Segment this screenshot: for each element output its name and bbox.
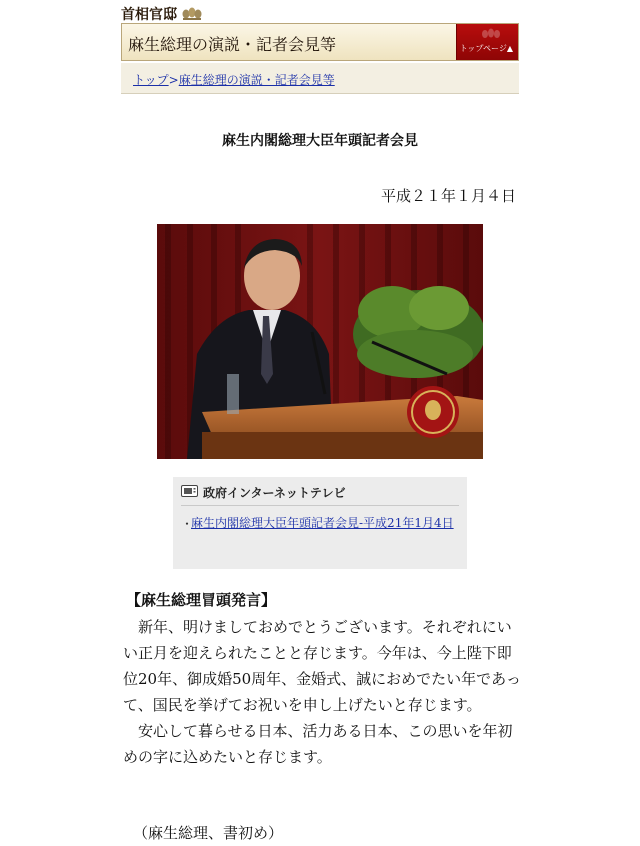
speech-paragraph-1: 新年、明けましておめでとうございます。それぞれにいい正月を迎えられたことと存じます。今年は、今上陛下即位20年、御成婚50周年、金婚式、誠におめでたい年であって、国民を挙げてお祝いを申し上げたいと存じます。 <box>123 618 522 714</box>
tv-monitor-icon <box>181 485 198 497</box>
breadcrumb-separator: > <box>168 73 179 87</box>
speech-signature: （麻生総理、書初め） <box>133 824 284 842</box>
speech-paragraph-2: 安心して暮らせる日本、活力ある日本、この思いを年初めの字に込めたいと存じます。 <box>123 722 513 766</box>
internet-tv-video-link[interactable]: 麻生内閣総理大臣年頭記者会見-平成21年1月4日 <box>191 516 454 530</box>
photo-image <box>157 224 483 459</box>
site-logo-text: 首相官邸 <box>121 7 177 23</box>
paulownia-crest-icon <box>181 7 203 21</box>
section-title: 麻生総理の演説・記者会見等 <box>128 35 337 54</box>
speech-body <box>123 588 523 770</box>
crest-watermark-icon <box>480 28 502 40</box>
top-page-button[interactable] <box>456 24 518 60</box>
internet-tv-header <box>181 483 459 506</box>
internet-tv-title: 政府インターネットテレビ <box>203 486 346 500</box>
top-page-label: トップページ▲ <box>459 44 513 53</box>
breadcrumb <box>121 63 519 94</box>
breadcrumb-current-link[interactable]: 麻生総理の演説・記者会見等 <box>178 73 335 87</box>
internet-tv-box <box>173 477 467 569</box>
press-conference-photo <box>157 224 483 459</box>
section-banner <box>121 23 519 61</box>
page-title: 麻生内閣総理大臣年頭記者会見 <box>222 133 418 149</box>
speech-heading: 【麻生総理冒頭発言】 <box>126 591 277 609</box>
list-bullet: ・ <box>181 517 194 531</box>
site-logo[interactable] <box>121 5 203 23</box>
page-date: 平成２１年１月４日 <box>380 187 516 205</box>
breadcrumb-home-link[interactable]: トップ <box>133 73 169 87</box>
